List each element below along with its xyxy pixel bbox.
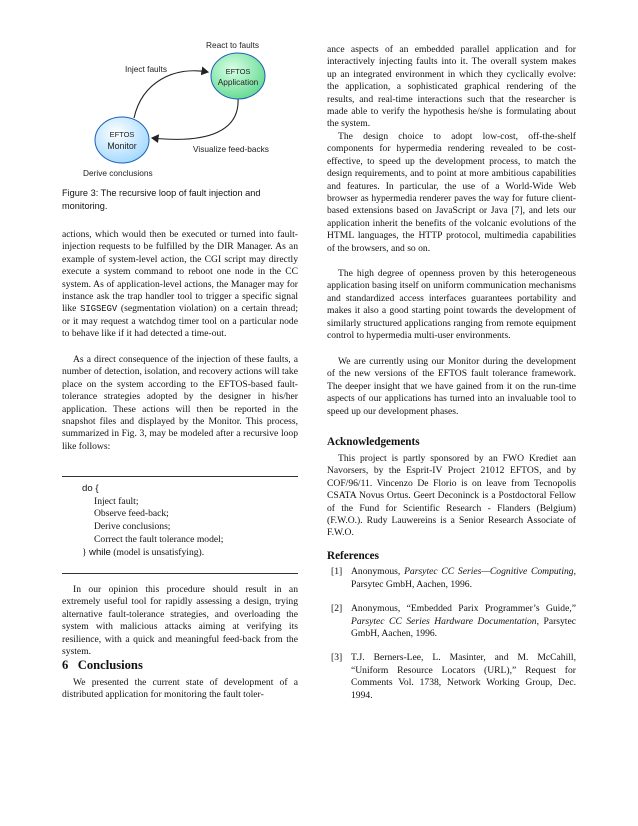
- references-heading: References: [327, 550, 379, 562]
- algorithm-top-rule: [62, 476, 298, 477]
- left-paragraph-3: In our opinion this procedure should result in an extremely useful tool for rapidly assessing a design, trying alternative fault-tolerance strategies, and overloading the system with malicious attacks aiming at verifying its resilience, with a quick and meaningful feed-back from the system.: [62, 584, 298, 658]
- left-paragraph-4: We presented the current state of development of a distributed application for monitoring the fault toler-: [62, 677, 298, 701]
- section-6-heading: [62, 658, 298, 673]
- right-paragraph-3: The high degree of openness proven by this heterogeneous application basing itself on uniform communication mechanisms and standardized access interfaces guarantees portability and makes it also a good starting point towards the development of similarly structured applications ranging from remote equipment control to hypermedia multi-user environments.: [327, 268, 576, 342]
- algo-line-1: Inject fault;: [94, 495, 139, 507]
- eftos-monitor-node: [95, 117, 149, 163]
- algo-while: while: [89, 546, 111, 558]
- sigsegv-code: SIGSEGV: [80, 304, 118, 315]
- right-paragraph-4: We are currently using our Monitor during the development of the new versions of the EFTOS fault tolerance framework. The deeper insight that we have gained from it on the run-time aspects of our applications has turned into an invaluable tool to speed up our development phases.: [327, 356, 576, 417]
- application-node-label-1: EFTOS: [225, 67, 251, 76]
- algorithm-block: [82, 483, 296, 559]
- acknowledgements-heading: Acknowledgements: [327, 436, 420, 448]
- section-number: 6: [62, 658, 69, 672]
- monitor-node-label-2: Monitor: [107, 141, 137, 151]
- reference-2-author: Anonymous, “Embedded Parix Programmer’s Guide,”: [351, 603, 576, 614]
- feedback-arrow: [152, 98, 238, 139]
- reference-2-title: Parsytec CC Series Hardware Documentation: [351, 615, 537, 627]
- reference-1-number: [1]: [331, 566, 343, 577]
- reference-2-publisher: , Parsytec GmbH, Aachen, 1996.: [351, 615, 576, 639]
- section-title: Conclusions: [77, 658, 143, 672]
- left-paragraph-1: [62, 229, 298, 341]
- right-paragraph-2: The design choice to adopt low-cost, off-the-shelf components for hypermedia rendering revealed to be cost-effective, to speed up the development process, to match the design requirements, and to point at more ambitious capabilities and features. In particular, the use of a World-Wide Web browser as hypermedia renderer paves the way for future client-based extensions based on JavaScript or Java [7], and lets our application inherit the benefits of the volcanic evolutions of the HTML languages, the HTTP protocol, multimedia capabilities of the browsers, and so on.: [327, 131, 576, 254]
- algo-line-3: Derive conclusions;: [94, 521, 171, 533]
- left-paragraph-1-a: actions, which would then be executed or turned into fault-injection requests to be fulfilled by the DIR Manager. As an example of system-level action, the CGI script may directly execute a system command to reboot one node in the CC system. As of application-level actions, the Manager may for instance ask the trap handler tool to trigger a specific signal like: [62, 229, 298, 315]
- figure-caption: Figure 3: The recursive loop of fault injection and monitoring.: [62, 188, 261, 211]
- left-paragraph-2: As a direct consequence of the injection of these faults, a number of detection, isolation, and recovery actions will take place on the system according to the EFTOS-based fault-tolerance strategies adopted by the designer in his/her application. These actions will then be reported in the snapshot files and displayed by the Monitor. This process, summarized in Fig. 3, may be modeled after a recursive loop like follows:: [62, 354, 298, 452]
- algo-line-2: Observe feed-back;: [94, 508, 169, 520]
- derive-conclusions-label: Derive conclusions: [83, 168, 153, 178]
- reference-1-author: Anonymous,: [351, 566, 405, 577]
- reference-3-number: [3]: [331, 652, 343, 663]
- reference-2-number: [2]: [331, 603, 343, 614]
- react-to-faults-label: React to faults: [206, 40, 260, 50]
- algo-close-brace: }: [82, 546, 90, 558]
- recursive-loop-diagram: [62, 34, 302, 184]
- reference-1-title: Parsytec CC Series—Cognitive Computing: [404, 566, 574, 577]
- reference-3-text: T.J. Berners-Lee, L. Masinter, and M. McCahill, “Uniform Resource Locators (URL),” Request for Comments Vol. 1738, Network Working Group, Dec. 1994.: [351, 652, 576, 701]
- algo-close: [82, 547, 296, 560]
- acknowledgements-body: This project is partly sponsored by an FWO Krediet aan Navorsers, by the Esprit-IV Project 21012 EFTOS, and by COF/96/11. Vincenzo De Florio is on leave from Tecnopolis CSATA Novus Ortus. Geert Deconinck is a Postdoctoral Fellow of the Fund for Scientific Research - Flanders (Belgium) (F.W.O.). Rudy Lauwereins is a Senior Research Associate of F.W.O.: [327, 453, 576, 539]
- inject-arrow: [134, 71, 208, 118]
- right-paragraph-1: ance aspects of an embedded parallel application and for interactively injecting faults into it. The overall system makes up an integrated environment in which they cyclically evolve: the application, a sophisticated graphical rendering of the results, and real-time interactions such that the researcher is made able to verify the hypothesis he/she is formulating about the system.: [327, 44, 576, 130]
- left-paragraph-1-b: (segmentation violation) on a certain thread; or it may request a watchdog timer tool on a particular node to behave like if it had detected a time-out.: [62, 303, 298, 340]
- monitor-node-label-1: EFTOS: [109, 130, 135, 139]
- reference-1-publisher: , Parsytec GmbH, Aachen, 1996.: [351, 566, 577, 590]
- algo-condition: (model is unsatisfying).: [110, 546, 205, 558]
- visualize-feedbacks-label: Visualize feed-backs: [193, 144, 269, 154]
- algo-line-4: Correct the fault tolerance model;: [94, 533, 224, 545]
- algorithm-bottom-rule: [62, 573, 298, 574]
- application-node-label-2: Application: [217, 77, 259, 87]
- algo-do: do {: [82, 483, 99, 494]
- inject-faults-label: Inject faults: [125, 64, 167, 74]
- eftos-application-node: [211, 53, 265, 99]
